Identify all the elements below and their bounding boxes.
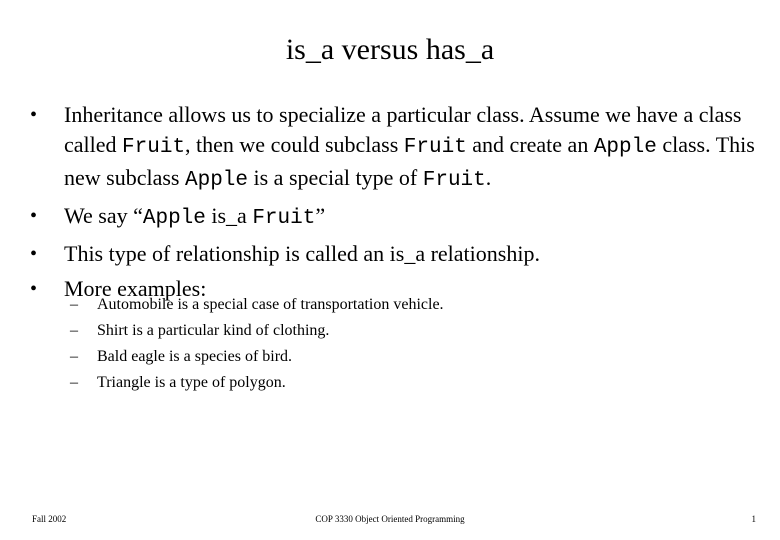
bullet-text: . xyxy=(485,165,492,190)
dash-marker: – xyxy=(70,348,78,365)
bullet-marker: • xyxy=(30,104,38,126)
code-fruit: Fruit xyxy=(422,169,486,192)
code-fruit: Fruit xyxy=(122,136,186,159)
bullet-text: , then we could subclass xyxy=(185,132,404,157)
bullet-marker: • xyxy=(30,278,38,300)
dash-marker: – xyxy=(70,322,78,339)
bullet-item-inheritance xyxy=(30,100,770,196)
code-fruit: Fruit xyxy=(252,207,316,230)
bullet-text: is a special type of xyxy=(248,165,423,190)
code-fruit: Fruit xyxy=(403,136,467,159)
code-apple: Apple xyxy=(593,136,657,159)
dash-marker: – xyxy=(70,296,78,313)
bullet-text: Inheritance allows us to specialize a particular class. Assume we have a class called xyxy=(64,102,742,157)
code-apple: Apple xyxy=(142,207,206,230)
examples-list xyxy=(70,292,444,396)
bullet-text: and create an xyxy=(466,132,594,157)
bullet-text: More examples: xyxy=(64,276,207,301)
example-item xyxy=(70,292,444,318)
example-text: Triangle is a type of polygon. xyxy=(97,374,286,391)
example-text: Bald eagle is a species of bird. xyxy=(97,348,293,365)
footer-date: Fall 2002 xyxy=(32,514,67,524)
example-item xyxy=(70,370,444,396)
example-text: Shirt is a particular kind of clothing. xyxy=(97,322,330,339)
example-text: Automobile is a special case of transportation vehicle. xyxy=(97,296,444,313)
bullet-list xyxy=(30,100,770,309)
bullet-text: We say “ xyxy=(64,203,143,228)
code-apple: Apple xyxy=(184,169,248,192)
bullet-item-relationship xyxy=(30,239,770,269)
bullet-text: is_a xyxy=(205,203,253,228)
example-item xyxy=(70,318,444,344)
bullet-item-we-say xyxy=(30,201,770,234)
bullet-marker: • xyxy=(30,243,38,265)
slide-title: is_a versus has_a xyxy=(285,33,495,66)
footer-page-number: 1 xyxy=(751,514,756,524)
bullet-text: This type of relationship is called an is_a relationship. xyxy=(64,241,540,266)
bullet-text: ” xyxy=(315,203,326,228)
example-item xyxy=(70,344,444,370)
footer-course: COP 3330 Object Oriented Programming xyxy=(315,514,465,524)
bullet-marker: • xyxy=(30,205,38,227)
dash-marker: – xyxy=(70,374,78,391)
bullet-text: class. This new subclass xyxy=(64,132,755,190)
